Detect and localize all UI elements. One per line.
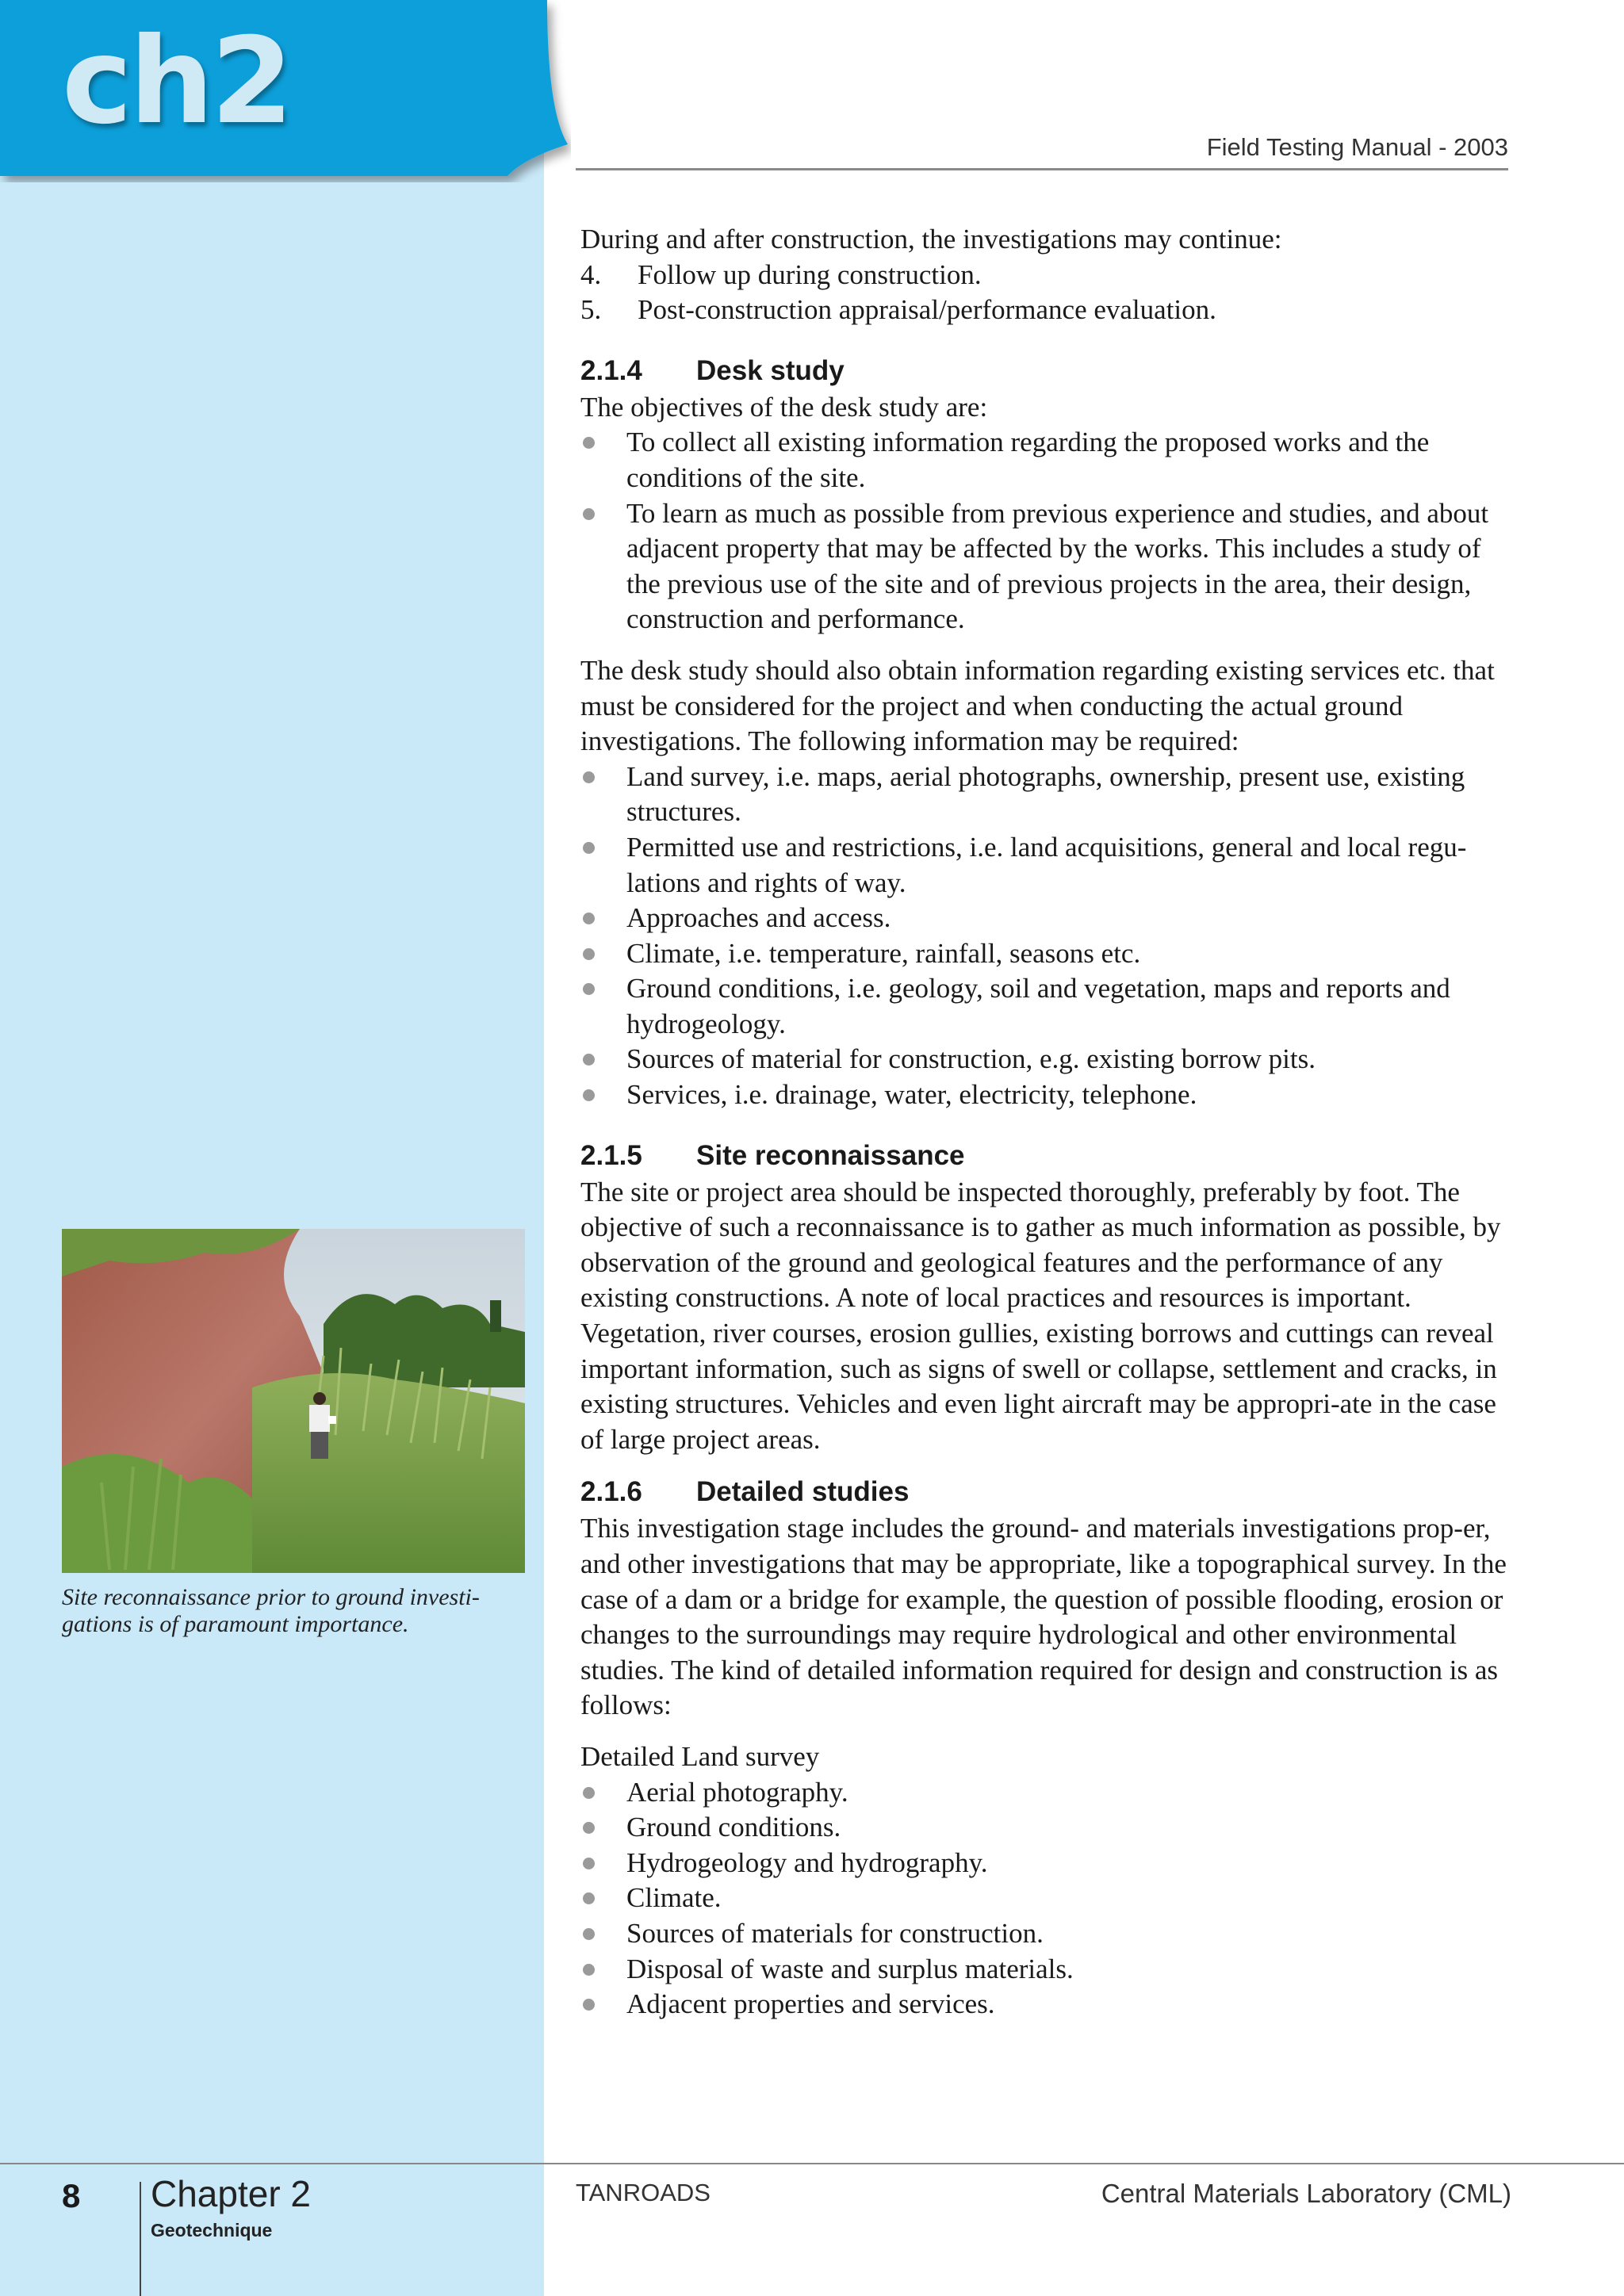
bullet-icon bbox=[583, 1858, 595, 1869]
main-content bbox=[580, 222, 1508, 2022]
bullet-icon bbox=[583, 1964, 595, 1976]
list-item: To learn as much as possible from previous experience and studies, and about adjacent property that may be affected by the works. This includes a study of the previous use of the site and of previous projects in the area, their design, construction and performance. bbox=[580, 496, 1508, 637]
photo-caption: Site reconnaissance prior to ground investi-gations is of paramount importance. bbox=[62, 1584, 480, 1637]
bullet-icon bbox=[583, 1928, 595, 1940]
section-heading-2-1-5: 2.1.5 Site reconnaissance bbox=[580, 1139, 965, 1171]
bullet-icon bbox=[583, 948, 595, 960]
detailed-land-survey-title: Detailed Land survey bbox=[580, 1740, 820, 1772]
page-number: 8 bbox=[62, 2177, 81, 2214]
desk-study-info-list bbox=[580, 760, 1508, 1113]
list-item: Sources of material for construction, e.g. existing borrow pits. bbox=[580, 1042, 1508, 1077]
list-item: Aerial photography. bbox=[580, 1775, 1508, 1811]
bullet-icon bbox=[583, 1892, 595, 1904]
list-item: Approaches and access. bbox=[580, 901, 1508, 936]
bullet-icon bbox=[583, 437, 595, 449]
list-item: Adjacent properties and services. bbox=[580, 1987, 1508, 2022]
bullet-icon bbox=[583, 1089, 595, 1101]
footer-organization: TANROADS bbox=[576, 2179, 710, 2206]
section-heading-2-1-4: 2.1.4 Desk study bbox=[580, 354, 845, 386]
bullet-icon bbox=[583, 1822, 595, 1834]
list-item: Hydrogeology and hydrography. bbox=[580, 1846, 1508, 1881]
footer-rule bbox=[0, 2163, 544, 2164]
desk-study-paragraph: The desk study should also obtain information regarding existing services etc. that must be considered for the project and when conducting the actual ground investigations. The following information may be required: bbox=[580, 654, 1495, 757]
list-item: Ground conditions. bbox=[580, 1810, 1508, 1846]
list-item: Services, i.e. drainage, water, electricity, telephone. bbox=[580, 1077, 1508, 1113]
list-item: Climate, i.e. temperature, rainfall, seasons etc. bbox=[580, 936, 1508, 972]
desk-study-lead: The objectives of the desk study are: bbox=[580, 391, 988, 423]
site-photo-image bbox=[62, 1229, 525, 1573]
detailed-studies-paragraph: This investigation stage includes the ground- and materials investigations prop-er, and other investigations that may be appropriate, like a topographical survey. In the case of a dam or a bridge for example, the question of possible flooding, erosion or changes to the surroundings may require hydrological and other environmental studies. The kind of detailed information required for design and construction is as follows: bbox=[580, 1513, 1507, 1721]
header-rule bbox=[576, 168, 1508, 170]
desk-study-objectives bbox=[580, 425, 1508, 637]
footer-laboratory: Central Materials Laboratory (CML) bbox=[1101, 2179, 1511, 2208]
bullet-icon bbox=[583, 842, 595, 854]
list-item: Land survey, i.e. maps, aerial photographs, ownership, present use, existing structures. bbox=[580, 760, 1508, 830]
list-item: Permitted use and restrictions, i.e. land acquisitions, general and local regu-lations and rights of way. bbox=[580, 830, 1508, 901]
site-photo bbox=[62, 1229, 525, 1573]
list-item: 4. Follow up during construction. bbox=[580, 258, 982, 290]
bullet-icon bbox=[583, 1054, 595, 1066]
intro-text: During and after construction, the investigations may continue: bbox=[580, 224, 1282, 254]
list-item: 5. Post-construction appraisal/performance evaluation. bbox=[580, 294, 1216, 326]
list-item: To collect all existing information regarding the proposed works and the conditions of the site. bbox=[580, 425, 1508, 496]
intro-list bbox=[580, 258, 1508, 328]
list-item: Sources of materials for construction. bbox=[580, 1916, 1508, 1952]
bullet-icon bbox=[583, 771, 595, 783]
site-reconnaissance-paragraph: The site or project area should be inspected thoroughly, preferably by foot. The objective of such a reconnaissance is to gather as much information as possible, by observation of the ground and geological features and the performance of any existing constructions. A note of local practices and resources is important. Vegetation, river courses, erosion gullies, existing borrows and cuttings can reveal important information, such as signs of swell or collapse, settlement and cracks, in existing structures. Vehicles and even light aircraft may be appropri-ate in the case of large project areas. bbox=[580, 1176, 1501, 1455]
bullet-icon bbox=[583, 983, 595, 995]
detailed-land-survey-list bbox=[580, 1775, 1508, 2022]
bullet-icon bbox=[583, 1999, 595, 2011]
bullet-icon bbox=[583, 913, 595, 924]
footer-chapter-subtitle: Geotechnique bbox=[151, 2220, 273, 2241]
list-item: Disposal of waste and surplus materials. bbox=[580, 1952, 1508, 1988]
footer-divider bbox=[140, 2182, 141, 2296]
chapter-tab bbox=[0, 0, 571, 182]
bullet-icon bbox=[583, 1787, 595, 1799]
sidebar-panel bbox=[0, 0, 544, 2296]
footer-rule bbox=[544, 2163, 1624, 2164]
chapter-tab-label: ch2 bbox=[62, 13, 291, 151]
list-item: Climate. bbox=[580, 1881, 1508, 1916]
footer-chapter-title: Chapter 2 bbox=[151, 2173, 312, 2214]
bullet-icon bbox=[583, 508, 595, 520]
list-item: Ground conditions, i.e. geology, soil and vegetation, maps and reports and hydrogeology. bbox=[580, 971, 1508, 1042]
header-title: Field Testing Manual - 2003 bbox=[1206, 133, 1508, 161]
section-heading-2-1-6: 2.1.6 Detailed studies bbox=[580, 1476, 910, 1508]
